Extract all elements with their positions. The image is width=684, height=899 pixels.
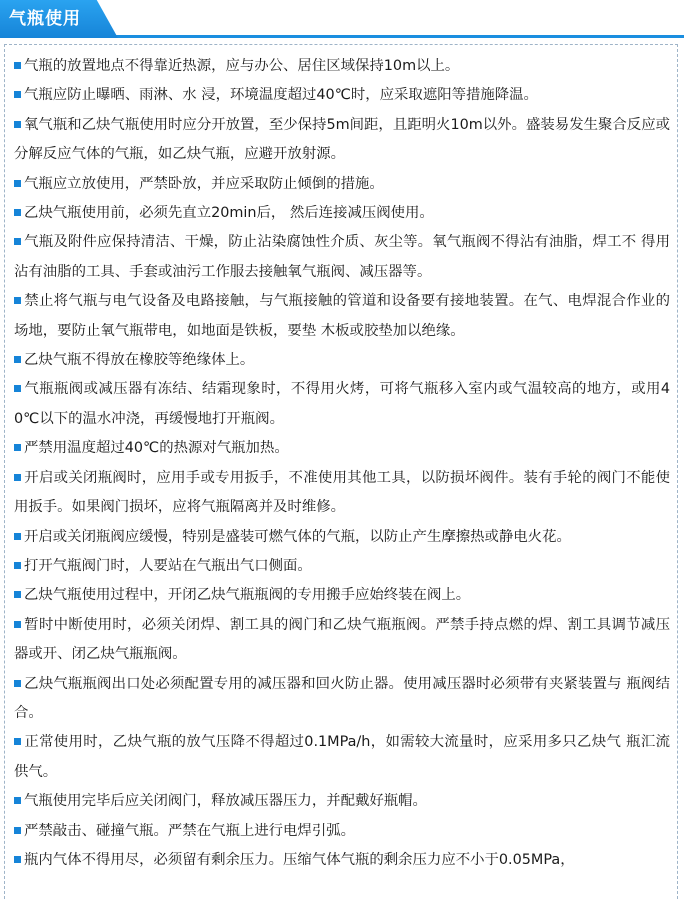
list-item — [14, 817, 670, 846]
list-item — [14, 228, 670, 287]
rules-list — [14, 52, 670, 875]
list-item-text: 严禁用温度超过40℃的热源对气瓶加热。 — [24, 440, 289, 457]
list-item — [14, 523, 670, 552]
square-bullet-icon — [14, 444, 21, 451]
list-item-text: 气瓶的放置地点不得靠近热源，应与办公、居住区域保持10m以上。 — [24, 58, 460, 74]
list-item-text: 乙炔气瓶不得放在橡胶等绝缘体上。 — [24, 352, 255, 369]
list-item — [14, 81, 670, 110]
square-bullet-icon — [14, 62, 21, 69]
square-bullet-icon — [14, 474, 21, 481]
square-bullet-icon — [14, 533, 21, 540]
list-item — [14, 199, 670, 228]
square-bullet-icon — [14, 91, 21, 98]
square-bullet-icon — [14, 297, 21, 304]
list-item-text: 气瓶使用完毕后应关闭阀门，释放减压器压力，并配戴好瓶帽。 — [24, 793, 427, 810]
section-title: 气瓶使用 — [9, 9, 81, 29]
square-bullet-icon — [14, 238, 21, 245]
list-item-text: 氧气瓶和乙炔气瓶使用时应分开放置，至少保持5m间距，且距明火10m以外。盛装易发生聚合反应或分解反应气体的气瓶，如乙炔气瓶，应避开放射源。 — [14, 116, 670, 163]
list-item — [14, 787, 670, 816]
list-item-text: 气瓶应立放使用，严禁卧放，并应采取防止倾倒的措施。 — [24, 175, 384, 192]
list-item-text: 乙炔气瓶使用前，必须先直立20min后， 然后连接减压阀使用。 — [24, 205, 434, 222]
square-bullet-icon — [14, 591, 21, 598]
list-item — [14, 581, 670, 610]
list-item — [14, 52, 670, 81]
list-item — [14, 287, 670, 346]
list-item-text: 禁止将气瓶与电气设备及电路接触，与气瓶接触的管道和设备要有接地装置。在气、电焊混合作业的场地，要防止氧气瓶带电，如地面是铁板，要垫 木板或胶垫加以绝缘。 — [14, 293, 670, 339]
square-bullet-icon — [14, 385, 21, 392]
list-item-text: 瓶内气体不得用尽，必须留有剩余压力。压缩气体气瓶的剩余压力应不小于0.05MPa， — [24, 851, 575, 868]
square-bullet-icon — [14, 180, 21, 187]
list-item — [14, 670, 670, 729]
list-item — [14, 846, 670, 875]
list-item-text: 开启或关闭瓶阀应缓慢，特别是盛装可燃气体的气瓶，以防止产生摩擦热或静电火花。 — [24, 528, 571, 545]
square-bullet-icon — [14, 121, 21, 128]
list-item — [14, 728, 670, 787]
section-header — [0, 0, 684, 40]
list-item — [14, 346, 670, 375]
list-item — [14, 611, 670, 670]
list-item-text: 气瓶及附件应保持清洁、干燥，防止沾染腐蚀性介质、灰尘等。氧气瓶阀不得沾有油脂，焊工不 得用沾有油脂的工具、手套或油污工作服去接触氧气瓶阀、减压器等。 — [14, 234, 670, 280]
list-item-text: 乙炔气瓶瓶阀出口处必须配置专用的减压器和回火防止器。使用减压器时必须带有夹紧装置与 瓶阀结合。 — [14, 675, 670, 721]
square-bullet-icon — [14, 827, 21, 834]
square-bullet-icon — [14, 797, 21, 804]
square-bullet-icon — [14, 621, 21, 628]
list-item — [14, 434, 670, 463]
square-bullet-icon — [14, 562, 21, 569]
list-item-text: 严禁敲击、碰撞气瓶。严禁在气瓶上进行电焊引弧。 — [24, 822, 355, 839]
list-item-text: 打开气瓶阀门时，人要站在气瓶出气口侧面。 — [24, 557, 312, 574]
list-item-text: 乙炔气瓶使用过程中，开闭乙炔气瓶瓶阀的专用搬手应始终装在阀上。 — [24, 587, 471, 604]
list-item-text: 开启或关闭瓶阀时，应用手或专用扳手，不准使用其他工具，以防损坏阀件。装有手轮的阀门不能使用扳手。如果阀门损坏，应将气瓶隔离并及时维修。 — [14, 469, 670, 516]
square-bullet-icon — [14, 356, 21, 363]
list-item-text: 暂时中断使用时，必须关闭焊、割工具的阀门和乙炔气瓶瓶阀。严禁手持点燃的焊、割工具调节减压器或开、闭乙炔气瓶瓶阀。 — [14, 616, 670, 663]
list-item-text: 正常使用时，乙炔气瓶的放气压降不得超过0.1MPa/h，如需较大流量时，应采用多只乙炔气 瓶汇流供气。 — [14, 734, 670, 780]
square-bullet-icon — [14, 856, 21, 863]
list-item — [14, 552, 670, 581]
list-item-text: 气瓶瓶阀或减压器有冻结、结霜现象时，不得用火烤，可将气瓶移入室内或气温较高的地方，或用40℃以下的温水冲浇，再缓慢地打开瓶阀。 — [14, 381, 670, 427]
list-item — [14, 375, 670, 434]
list-item-text: 气瓶应防止曝晒、雨淋、水 浸，环境温度超过40℃时，应采取遮阳等措施降温。 — [24, 87, 538, 104]
square-bullet-icon — [14, 738, 21, 745]
list-item — [14, 464, 670, 523]
square-bullet-icon — [14, 209, 21, 216]
list-item — [14, 170, 670, 199]
list-item — [14, 111, 670, 170]
square-bullet-icon — [14, 680, 21, 687]
